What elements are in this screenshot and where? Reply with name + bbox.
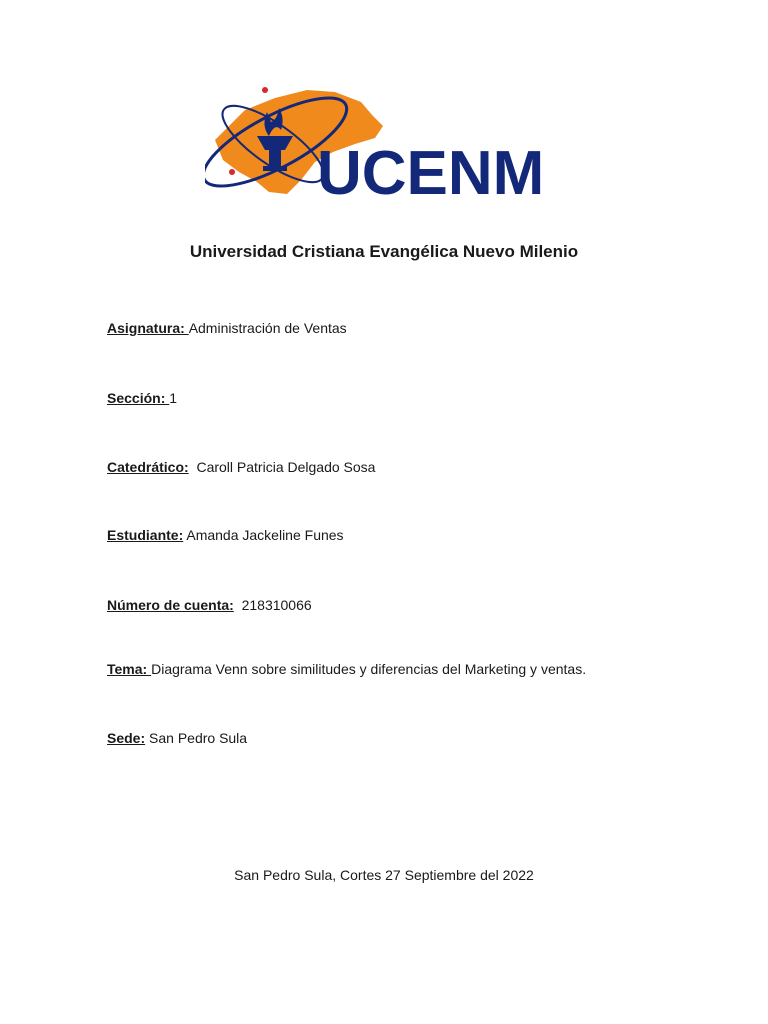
field-label: Estudiante: [107,527,184,543]
field-value: San Pedro Sula [145,730,248,746]
field-tema [107,661,586,677]
field-label: Sección: [107,390,170,406]
orbit-dot-2 [262,87,268,93]
field-estudiante [107,527,344,543]
logo-wordmark: UCENM [317,139,545,208]
field-value: Administración de Ventas [188,320,347,336]
field-catedratico [107,459,375,475]
field-value: Amanda Jackeline Funes [183,527,344,543]
orbit-dot [229,169,235,175]
ucenm-logo [205,82,565,222]
field-value: 1 [169,390,178,406]
field-value: Diagrama Venn sobre similitudes y diferencias del Marketing y ventas. [151,661,587,677]
field-seccion [107,390,177,406]
field-sede [107,730,247,746]
university-title: Universidad Cristiana Evangélica Nuevo Milenio [189,242,579,261]
field-label: Sede: [107,730,146,746]
field-label: Tema: [107,661,152,677]
field-label: Asignatura: [107,320,189,336]
field-label: Número de cuenta: [107,597,234,613]
field-value: Caroll Patricia Delgado Sosa [188,459,376,475]
field-asignatura [107,320,347,336]
field-numero-cuenta [107,597,312,613]
footer-date: San Pedro Sula, Cortes 27 Septiembre del 2022 [234,867,534,883]
field-value: 218310066 [233,597,312,613]
field-label: Catedrático: [107,459,189,475]
